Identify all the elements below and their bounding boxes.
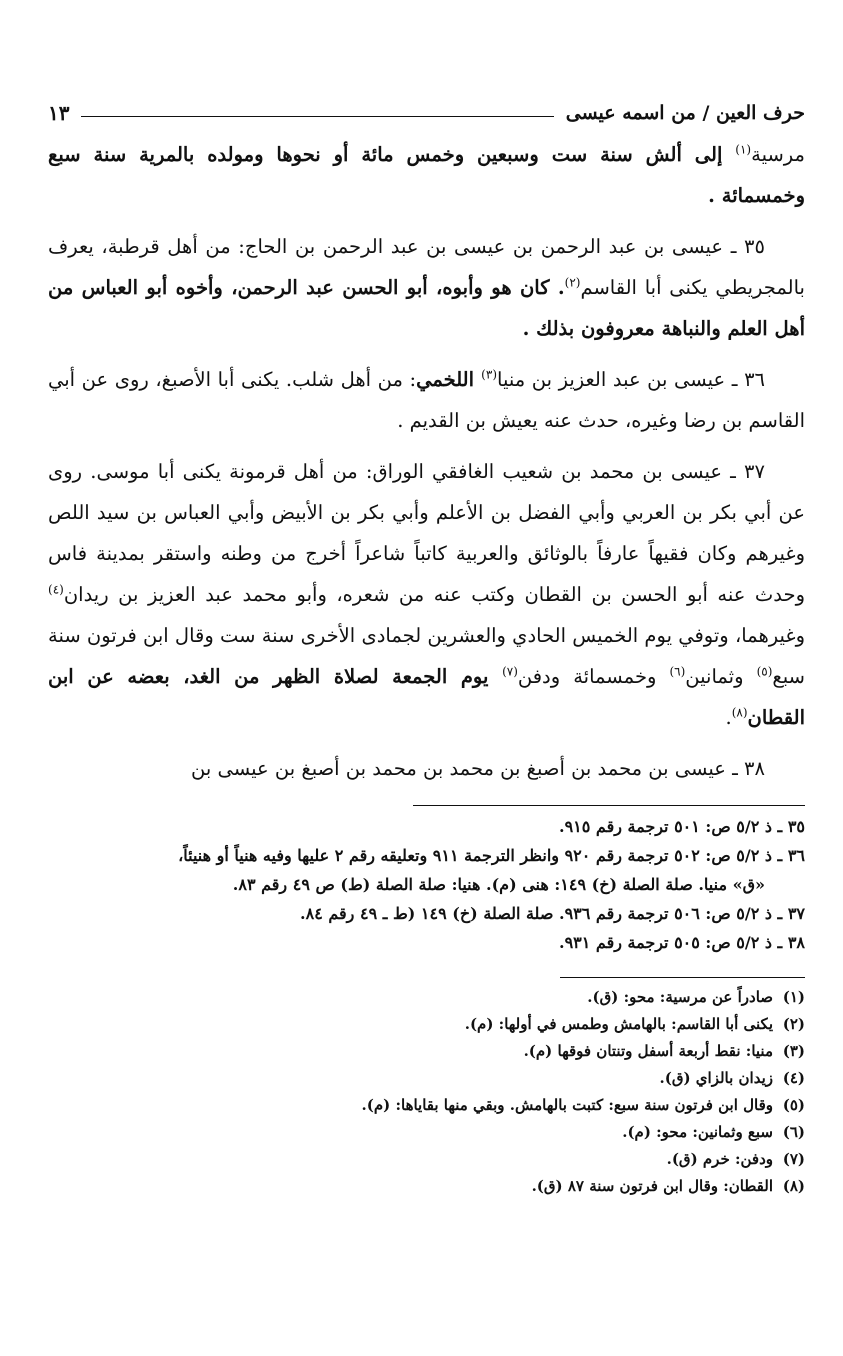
entry-heading: ٣٥ ـ عيسى بن عبد الرحمن بن عيسى بن عبد الرحمن بن الحاج bbox=[244, 235, 765, 258]
footnote-ref: (٨) bbox=[731, 705, 748, 720]
sources-separator bbox=[413, 805, 805, 806]
running-title: حرف العين / من اسمه عيسى bbox=[565, 102, 805, 124]
source-line: ٣٧ ـ ذ ٥/٢ ص: ٥٠٦ ترجمة رقم ٩٣٦. صلة الصلة (خ) ١٤٩ (ط ـ ٤٩ رقم ٨٤. bbox=[300, 904, 805, 923]
source-line: ٣٥ ـ ذ ٥/٢ ص: ٥٠١ ترجمة رقم ٩١٥. bbox=[558, 817, 805, 836]
footnote-number: (٣) bbox=[782, 1042, 805, 1060]
source-line: «ق» منيا. صلة الصلة (خ) ١٤٩: هنى (م). هنيا: صلة الصلة (ط) ص ٤٩ رقم ٨٣. bbox=[232, 875, 765, 894]
entry-heading: ٣٨ ـ عيسى بن محمد بن أصبغ بن محمد بن محمد بن أصبغ بن عيسى بن bbox=[191, 757, 765, 780]
footnote-ref: (٣) bbox=[481, 367, 497, 382]
book-page bbox=[48, 96, 805, 1336]
continuation-paragraph: مرسية$^{(١)}$ إلى ألش سنة ست وسبعين وخمس مائة أو نحوها ومولده بالمرية سنة سبع وخمسمائة . bbox=[48, 142, 805, 207]
footnote: (٥)وقال ابن فرتون سنة سبع: كتبت بالهامش. وبقي منها بقاياها: (م). bbox=[48, 1092, 805, 1119]
footnote-ref: (٤) bbox=[48, 582, 64, 597]
footnote: (٤)زيدان بالزاي (ق). bbox=[48, 1065, 805, 1092]
footnote-number: (٤) bbox=[782, 1069, 805, 1087]
entry-38 bbox=[48, 748, 805, 789]
source-line: ٣٦ ـ ذ ٥/٢ ص: ٥٠٢ ترجمة رقم ٩٢٠ وانظر الترجمة ٩١١ وتعليقه رقم ٢ عليها وفيه هنياً أو هنيئاً، bbox=[178, 846, 805, 865]
page-number: ١٣ bbox=[48, 101, 70, 125]
footnotes-separator bbox=[560, 977, 805, 978]
running-head bbox=[48, 96, 805, 130]
footnote: (١)صادراً عن مرسية: محو: (ق). bbox=[48, 984, 805, 1011]
footnote-ref: (٢) bbox=[564, 275, 581, 290]
footnote-number: (٨) bbox=[782, 1177, 805, 1195]
footnote-number: (٥) bbox=[782, 1096, 805, 1114]
footnote: (٢)يكنى أبا القاسم: بالهامش وطمس في أولها: (م). bbox=[48, 1011, 805, 1038]
footnote: (٨)القطان: وقال ابن فرتون سنة ٨٧ (ق). bbox=[48, 1173, 805, 1200]
footnotes-list bbox=[48, 984, 805, 1200]
footnote: (٦)سبع وثمانين: محو: (م). bbox=[48, 1119, 805, 1146]
header-rule bbox=[81, 116, 553, 117]
source-line: ٣٨ ـ ذ ٥/٢ ص: ٥٠٥ ترجمة رقم ٩٣١. bbox=[558, 933, 805, 952]
footnote-ref: (١) bbox=[735, 142, 752, 157]
footnote-number: (١) bbox=[782, 988, 805, 1006]
entry-37: ٣٧ ـ عيسى بن محمد بن شعيب الغافقي الوراق: من أهل قرمونة يكنى أبا موسى. روى عن أبي بكر بن العربي وأبي الفضل بن الأعلم وأبي بكر بن الأبيض وأبي العباس بن سيد اللص وغيرهم وكان فقيهاً عارفاً بالوثائق والعربية كاتباً شاعراً أخرج من وطنه واستقر بمدينة فاس وحدث عنه أبو الحسن بن القطان وكتب عنه من شعره، وأبو محمد عبد العزيز بن ريدان$^{(٤)}$ وغيرهما، وتوفي يوم الخميس الحادي والعشرين لجمادى الأخرى سنة ست وقال ابن فرتون سنة سبع$^{(٥)}$ وثمانين$^{(٦)}$ وخمسمائة ودفن$^{(٧)}$ يوم الجمعة لصلاة الظهر من الغد، بعضه عن ابن القطان$^{(٨)}$. bbox=[48, 460, 805, 729]
footnote: (٣)منيا: نقط أربعة أسفل وتنتان فوقها (م). bbox=[48, 1038, 805, 1065]
footnote-ref: (٧) bbox=[502, 664, 518, 679]
entry-heading: ٣٦ ـ عيسى بن عبد العزيز بن منيا bbox=[497, 368, 766, 391]
sources-list bbox=[48, 812, 805, 957]
footnote-number: (٢) bbox=[782, 1015, 805, 1033]
footnote-ref: (٦) bbox=[669, 664, 686, 679]
entry-36: ٣٦ ـ عيسى بن عبد العزيز بن منيا$^{(٣)}$ اللخمي: من أهل شلب. يكنى أبا الأصبغ، روى عن أبي القاسم بن رضا وغيره، حدث عنه يعيش بن القديم . bbox=[48, 367, 805, 432]
entry-heading: ٣٧ ـ عيسى بن محمد بن شعيب الغافقي الوراق bbox=[372, 460, 765, 483]
main-text bbox=[48, 134, 805, 789]
footnote: (٧)ودفن: خرم (ق). bbox=[48, 1146, 805, 1173]
entry-35: ٣٥ ـ عيسى بن عبد الرحمن بن عيسى بن عبد الرحمن بن الحاج: من أهل قرطبة، يعرف بالمجريطي يكنى أبا القاسم$^{(٢)}$. كان هو وأبوه، أبو الحسن عبد الرحمن، وأخوه أبو العباس من أهل العلم والنباهة معروفون بذلك . bbox=[48, 235, 805, 340]
footnote-ref: (٥) bbox=[756, 664, 773, 679]
footnote-number: (٧) bbox=[782, 1150, 805, 1168]
footnote-number: (٦) bbox=[782, 1123, 805, 1141]
